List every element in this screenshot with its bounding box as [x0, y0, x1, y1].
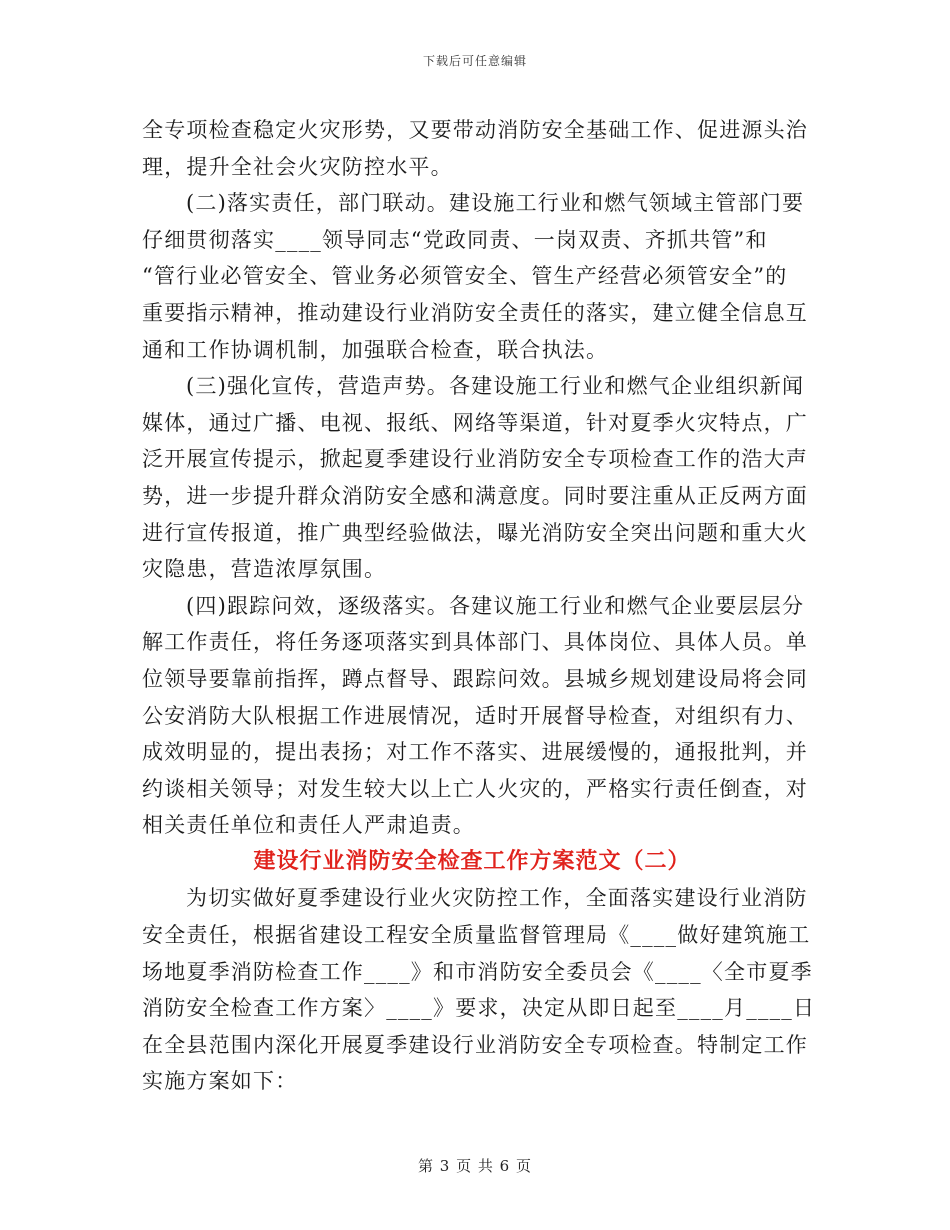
paragraph-line: 在全县范围内深化开展夏季建设行业消防安全专项检查。特制定工作 — [142, 1032, 808, 1057]
paragraph-line: 成效明显的，提出表扬；对工作不落实、进展缓慢的，通报批判，并 — [142, 740, 808, 765]
paragraph-line: 安全责任，根据省建设工程安全质量监督管理局《____做好建筑施工 — [142, 923, 811, 948]
paragraph-line: 为切实做好夏季建设行业火灾防控工作，全面落实建设行业消防 — [186, 886, 808, 911]
paragraph-line: 泛开展宣传提示，掀起夏季建设行业消防安全专项检查工作的浩大声 — [142, 447, 808, 472]
paragraph-line: 相关责任单位和责任人严肃追责。 — [142, 813, 475, 838]
paragraph-line: (四)跟踪问效，逐级落实。各建议施工行业和燃气企业要层层分 — [186, 593, 805, 618]
page-header-note: 下载后可任意编辑 — [422, 54, 527, 68]
paragraph-line: “管行业必管安全、管业务必须管安全、管生产经营必须管安全”的 — [142, 264, 788, 289]
paragraph-line: (三)强化宣传，营造声势。各建设施工行业和燃气企业组织新闻 — [186, 374, 805, 399]
paragraph-line: 势，进一步提升群众消防安全感和满意度。同时要注重从正反两方面 — [142, 483, 808, 508]
paragraph-line: (二)落实责任，部门联动。建设施工行业和燃气领域主管部门要 — [186, 191, 805, 216]
paragraph-line: 仔细贯彻落实____领导同志“党政同责、一岗双责、齐抓共管”和 — [142, 227, 768, 252]
section-title: 建设行业消防安全检查工作方案范文（二） — [253, 848, 691, 874]
paragraph-line: 公安消防大队根据工作进展情况，适时开展督导检查，对组织有力、 — [142, 703, 808, 728]
paragraph-line: 进行宣传报道，推广典型经验做法，曝光消防安全突出问题和重大火 — [142, 520, 808, 545]
paragraph-line: 重要指示精神，推动建设行业消防安全责任的落实，建立健全信息互 — [142, 300, 808, 325]
paragraph-line: 约谈相关领导；对发生较大以上亡人火灾的，严格实行责任倒查，对 — [142, 776, 808, 801]
paragraph-line: 媒体，通过广播、电视、报纸、网络等渠道，针对夏季火灾特点，广 — [142, 410, 808, 435]
paragraph-line: 位领导要靠前指挥，蹲点督导、跟踪问效。县城乡规划建设局将会同 — [142, 666, 808, 691]
paragraph-line: 灾隐患，营造浓厚氛围。 — [142, 557, 387, 582]
paragraph-line: 消防安全检查工作方案〉____》要求，决定从即日起至____月____日 — [142, 996, 816, 1021]
paragraph-line: 全专项检查稳定火灾形势，又要带动消防安全基础工作、促进源头治 — [142, 118, 808, 142]
paragraph-line: 理，提升全社会火灾防控水平。 — [142, 154, 453, 179]
paragraph-line: 解工作责任，将任务逐项落实到具体部门、具体岗位、具体人员。单 — [142, 630, 808, 655]
page-number: 第 3 页 共 6 页 — [418, 1157, 532, 1175]
paragraph-line: 通和工作协调机制，加强联合检查，联合执法。 — [142, 337, 609, 362]
paragraph-line: 场地夏季消防检查工作____》和市消防安全委员会《____〈全市夏季 — [142, 959, 813, 984]
document-body — [142, 112, 816, 1100]
paragraph-line: 实施方案如下： — [142, 1069, 298, 1094]
